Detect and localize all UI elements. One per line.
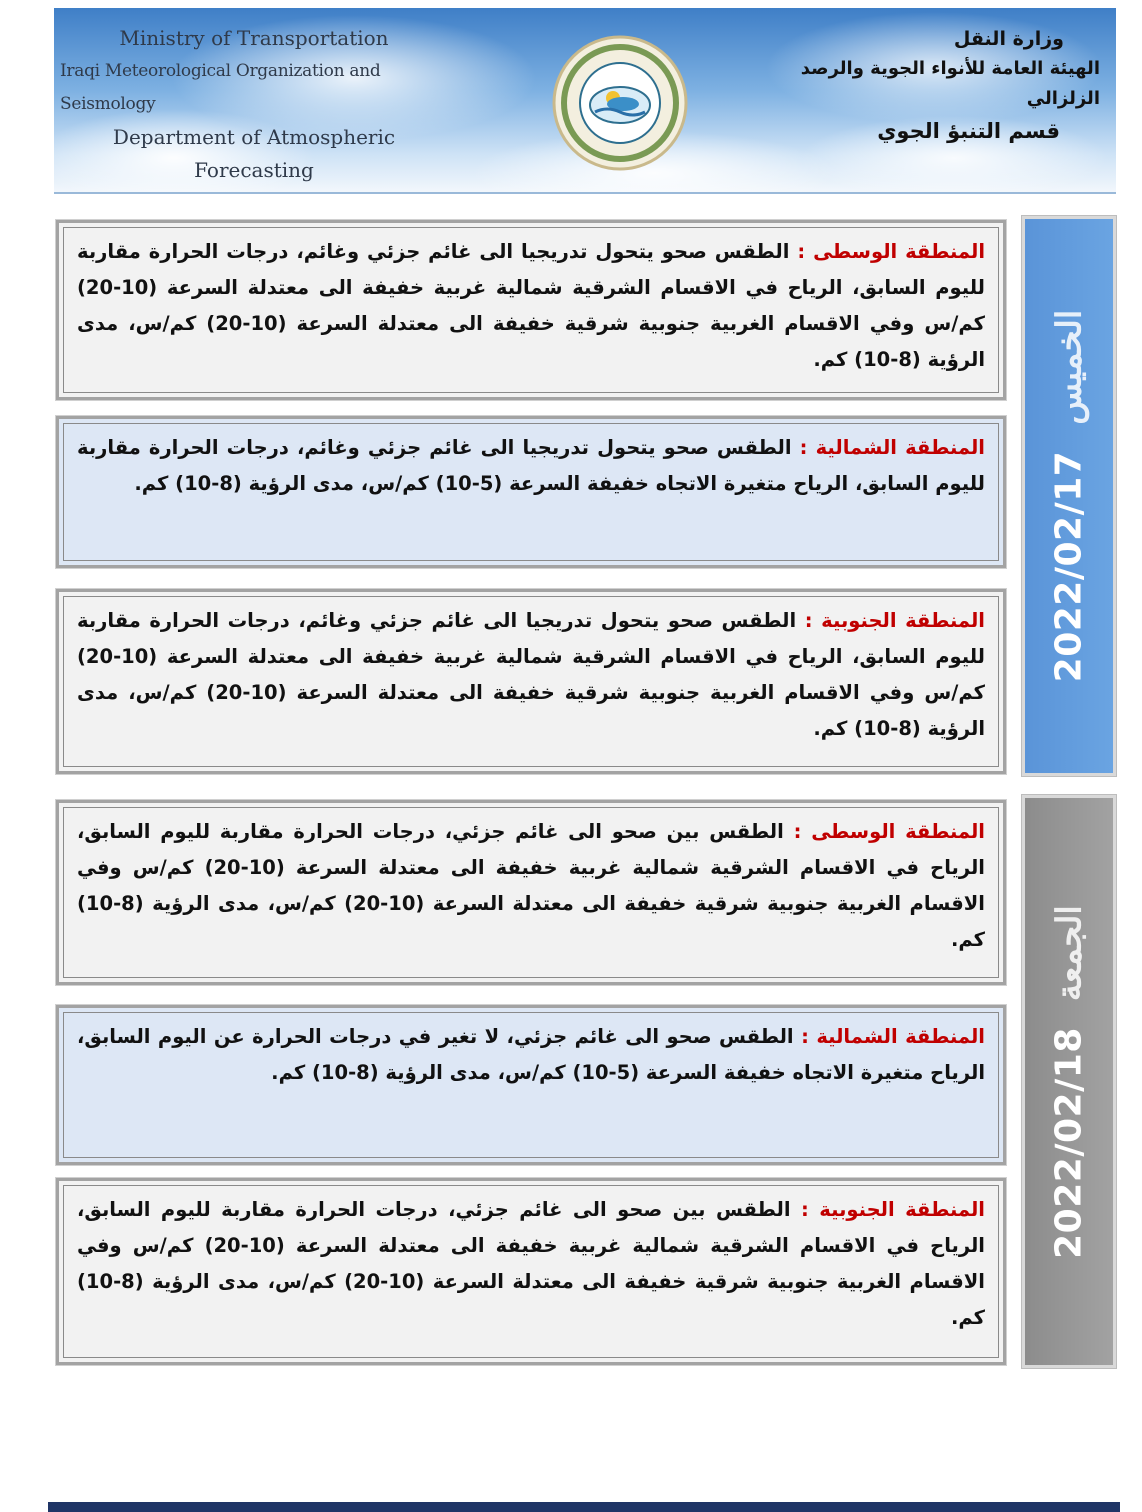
organization-name-ar: الهيئة العامة للأنواء الجوية والرصد الزلزالي (800, 58, 1100, 109)
ministry-name-en: Ministry of Transportation (119, 26, 389, 50)
date-label (1049, 905, 1090, 1259)
forecast-text: الطقس بين صحو الى غائم جزئي، درجات الحرارة مقاربة لليوم السابق، الرياح في الاقسام الشرقية شمالية غربية خفيفة الى معتدلة السرعة (10-20) كم/س وفي الاقسام الغربية جنوبية شرقية خفيفة الى معتدلة السرعة (10-20) كم/س، مدى الرؤية (8-10) كم. (77, 1198, 985, 1329)
forecast-north-day1 (56, 416, 1006, 568)
date-value: 2022/02/17 (1048, 450, 1090, 683)
date-value: 2022/02/18 (1048, 1026, 1090, 1259)
forecast-text: الطقس صحو يتحول تدريجيا الى غائم جزئي وغائم، درجات الحرارة مقاربة لليوم السابق، الرياح في الاقسام الشرقية شمالية غربية خفيفة الى معتدلة السرعة (10-20) كم/س وفي الاقسام الغربية جنوبية شرقية خفيفة الى معتدلة السرعة (10-20) كم/س، مدى الرؤية (8-10) كم. (77, 609, 985, 740)
region-name: المنطقة الجنوبية (821, 609, 985, 632)
region-name: المنطقة الوسطى (811, 820, 985, 843)
region-separator: : (797, 240, 806, 263)
forecast-text: الطقس صحو الى غائم جزئي، لا تغير في درجات الحرارة عن اليوم السابق، الرياح متغيرة الاتجاه خفيفة السرعة (5-10) كم/س، مدى الرؤية (8-10) كم. (77, 1025, 985, 1084)
department-name-en: Department of Atmospheric Forecasting (112, 125, 396, 182)
region-name: المنطقة الجنوبية (819, 1198, 985, 1221)
region-separator: : (793, 820, 802, 843)
forecast-north-day2 (56, 1005, 1006, 1165)
region-separator: : (804, 609, 813, 632)
organization-name-en: Iraqi Meteorological Organization and Seismology (60, 61, 381, 114)
date-band-day1 (1022, 216, 1116, 776)
region-separator: : (801, 1198, 809, 1221)
date-label (1049, 310, 1090, 683)
forecast-text: الطقس صحو يتحول تدريجيا الى غائم جزئي وغائم، درجات الحرارة مقاربة لليوم السابق، الرياح متغيرة الاتجاه خفيفة السرعة (5-10) كم/س، مدى الرؤية (8-10) كم. (77, 436, 985, 495)
region-name: المنطقة الشمالية (816, 1025, 985, 1048)
header-english (54, 22, 454, 187)
forecast-central-day2 (56, 800, 1006, 985)
weekday-name: الخميس (1049, 309, 1089, 425)
region-name: المنطقة الوسطى (813, 240, 985, 263)
day-forecast-1 (54, 216, 1116, 776)
ministry-name-ar: وزارة النقل (953, 28, 1064, 50)
forecast-text: الطقس صحو يتحول تدريجيا الى غائم جزئي وغائم، درجات الحرارة مقاربة لليوم السابق، الرياح في الاقسام الشرقية شمالية غربية خفيفة الى معتدلة السرعة (10-20) كم/س وفي الاقسام الغربية جنوبية شرقية خفيفة الى معتدلة السرعة (10-20) كم/س، مدى الرؤية (8-10) كم. (77, 240, 985, 371)
day-forecast-2 (54, 795, 1116, 1368)
region-separator: : (799, 436, 808, 459)
region-name: المنطقة الشمالية (815, 436, 985, 459)
weekday-name: الجمعة (1049, 904, 1089, 1001)
forecast-text: الطقس بين صحو الى غائم جزئي، درجات الحرارة مقاربة لليوم السابق، الرياح في الاقسام الشرقية شمالية غربية خفيفة الى معتدلة السرعة (10-20) كم/س وفي الاقسام الغربية جنوبية شرقية خفيفة الى معتدلة السرعة (10-20) كم/س، مدى الرؤية (8-10) كم. (77, 820, 985, 951)
department-name-ar: قسم التنبؤ الجوي (877, 119, 1060, 143)
header-arabic (740, 24, 1100, 148)
footer-bar (48, 1502, 1120, 1512)
forecast-south-day2 (56, 1178, 1006, 1365)
report-header (54, 8, 1116, 194)
region-separator: : (801, 1025, 809, 1048)
organization-logo-icon (551, 34, 689, 172)
forecast-central-day1 (56, 220, 1006, 400)
forecast-south-day1 (56, 589, 1006, 774)
date-band-day2 (1022, 795, 1116, 1368)
